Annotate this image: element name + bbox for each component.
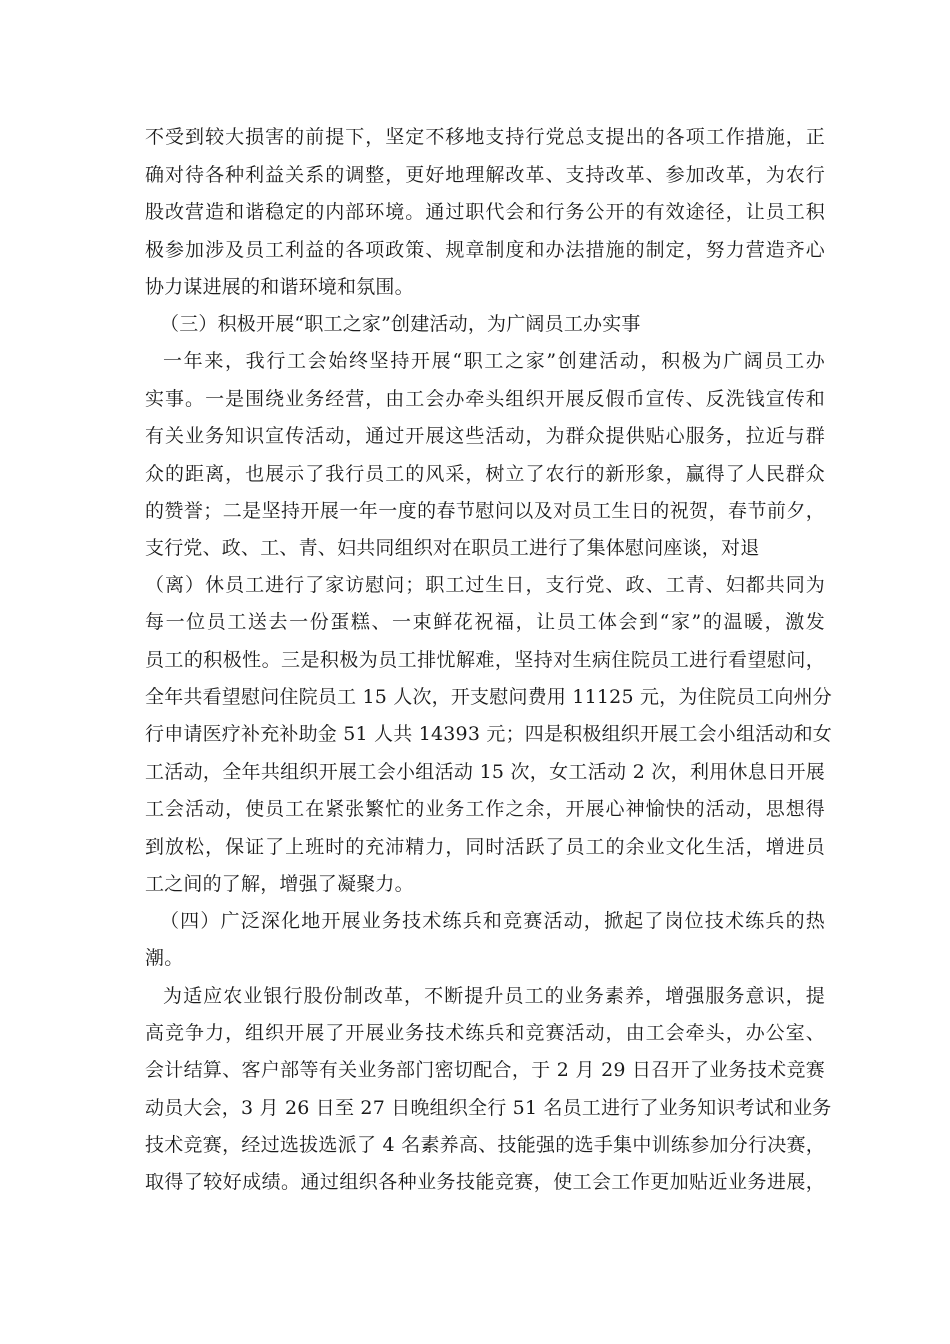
text-line: 会计结算、客户部等有关业务部门密切配合，于 2 月 29 日召开了业务技术竞赛 [145, 1059, 825, 1081]
section-heading-continuation: 潮。 [145, 947, 184, 969]
text-line: 每一位员工送去一份蛋糕、一束鲜花祝福，让员工体会到“家”的温暖，激发 [145, 611, 825, 633]
text-line: 确对待各种利益关系的调整，更好地理解改革、支持改革、参加改革，为农行 [145, 164, 825, 186]
text-line: 工活动，全年共组织开展工会小组活动 15 次，女工活动 2 次，利用休息日开展 [145, 761, 825, 783]
text-line: 行申请医疗补充补助金 51 人共 14393 元；四是积极组织开展工会小组活动和女 [145, 723, 832, 745]
section-heading: （三）积极开展“职工之家”创建活动，为广阔员工办实事 [160, 313, 641, 335]
text-line: 极参加涉及员工利益的各项政策、规章制度和办法措施的制定，努力营造齐心 [145, 239, 825, 261]
text-line: 员工的积极性。三是积极为员工排忧解难，坚持对生病住院员工进行看望慰问， [145, 649, 825, 671]
text-line: （离）休员工进行了家访慰问；职工过生日，支行党、政、工青、妇都共同为 [145, 574, 825, 596]
text-line: 支行党、政、工、青、妇共同组织对在职员工进行了集体慰问座谈，对退 [145, 537, 760, 559]
text-line: 工之间的了解，增强了凝聚力。 [145, 873, 414, 895]
text-line: 一年来，我行工会始终坚持开展“职工之家”创建活动，积极为广阔员工办 [163, 350, 825, 372]
text-line: 到放松，保证了上班时的充沛精力，同时活跃了员工的余业文化生活，增进员 [145, 836, 825, 858]
text-line: 的赞誉；二是坚持开展一年一度的春节慰问以及对员工生日的祝贺，春节前夕， [145, 500, 825, 522]
text-line: 有关业务知识宣传活动，通过开展这些活动，为群众提供贴心服务，拉近与群 [145, 425, 825, 447]
text-line: 协力谋进展的和谐环境和氛围。 [145, 276, 414, 298]
text-line: 众的距离，也展示了我行员工的风采，树立了农行的新形象，赢得了人民群众 [145, 463, 825, 485]
text-line: 高竞争力，组织开展了开展业务技术练兵和竞赛活动，由工会牵头，办公室、 [145, 1022, 825, 1044]
text-line: 为适应农业银行股份制改革，不断提升员工的业务素养，增强服务意识，提 [163, 985, 825, 1007]
text-line: 全年共看望慰问住院员工 15 人次，开支慰问费用 11125 元，为住院员工向州分 [145, 686, 832, 708]
text-line: 股改营造和谐稳定的内部环境。通过职代会和行务公开的有效途径，让员工积 [145, 201, 825, 223]
text-line: 工会活动，使员工在紧张繁忙的业务工作之余，开展心神愉快的活动，思想得 [145, 798, 825, 820]
text-line: 动员大会，3 月 26 日至 27 日晚组织全行 51 名员工进行了业务知识考试和业务 [145, 1097, 832, 1119]
section-heading: （四）广泛深化地开展业务技术练兵和竞赛活动，掀起了岗位技术练兵的热 [160, 910, 825, 932]
text-line: 实事。一是围绕业务经营，由工会办牵头组织开展反假币宣传、反洗钱宣传和 [145, 388, 825, 410]
text-line: 技术竞赛，经过选拔选派了 4 名素养高、技能强的选手集中训练参加分行决赛， [145, 1134, 825, 1156]
text-line: 取得了较好成绩。通过组织各种业务技能竞赛，使工会工作更加贴近业务进展， [145, 1171, 825, 1193]
text-line: 不受到较大损害的前提下，坚定不移地支持行党总支提出的各项工作措施，正 [145, 126, 825, 148]
